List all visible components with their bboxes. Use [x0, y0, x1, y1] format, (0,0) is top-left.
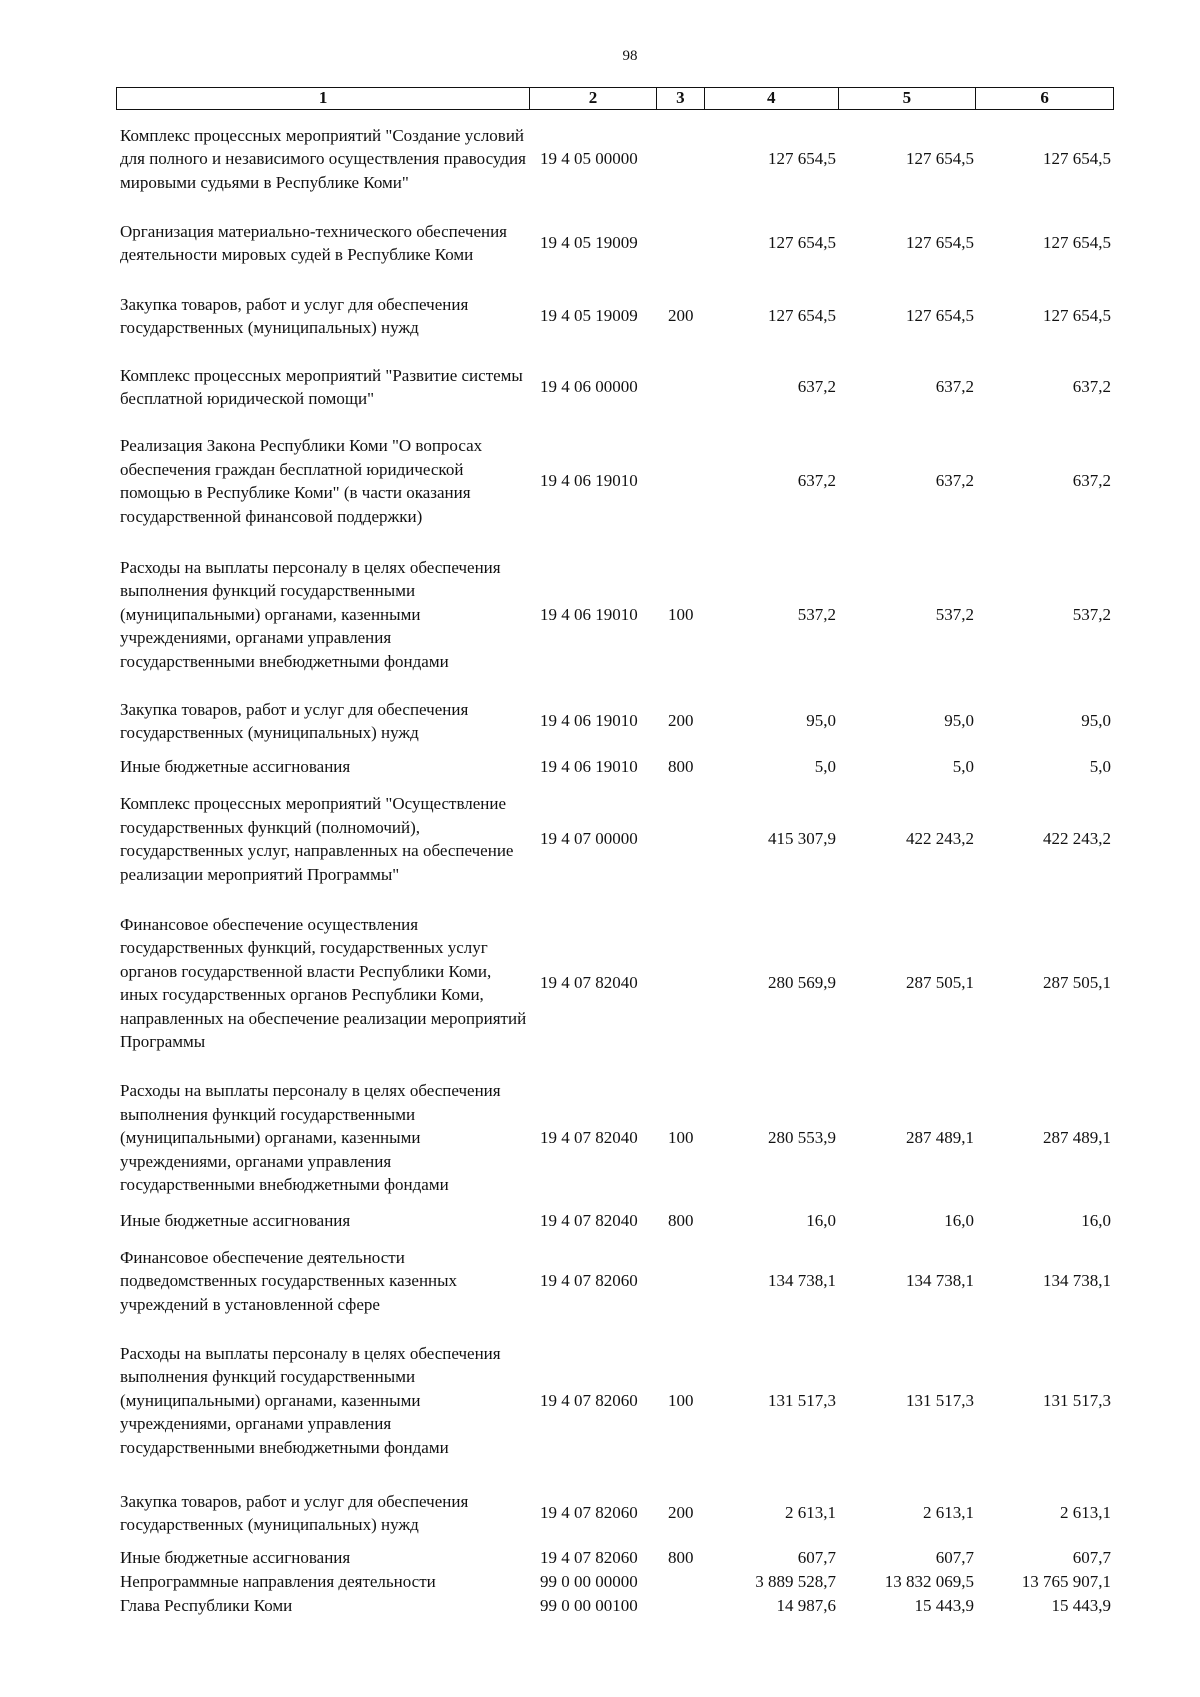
- table-row: [116, 361, 1114, 413]
- row-value-4: 607,7: [797, 1548, 836, 1568]
- row-value-4: 131 517,3: [768, 1390, 836, 1410]
- row-value-6: 127 654,5: [1043, 149, 1111, 169]
- row-value-5: 127 654,5: [906, 233, 974, 253]
- table-row: [116, 1078, 1114, 1198]
- row-code: 19 4 05 19009: [540, 233, 638, 253]
- row-value-5: 5,0: [952, 757, 974, 777]
- row-name: Непрограммные направления деятельности: [120, 1572, 436, 1592]
- row-code: 19 4 05 19009: [540, 306, 638, 326]
- row-code: 19 4 05 00000: [540, 149, 638, 169]
- table-row: [116, 780, 1114, 898]
- row-name: Закупка товаров, работ и услуг для обеспечения государственных (муниципальных) нужд: [120, 294, 469, 337]
- column-header-6: 6: [1040, 88, 1049, 107]
- row-value-6: 5,0: [1089, 757, 1111, 777]
- row-type: 800: [668, 1548, 694, 1568]
- row-value-5: 637,2: [935, 471, 974, 491]
- row-name: Иные бюджетные ассигнования: [120, 1548, 351, 1568]
- row-value-5: 127 654,5: [906, 306, 974, 326]
- row-type: 200: [668, 1503, 694, 1523]
- row-type: 100: [668, 604, 694, 624]
- row-value-4: 637,2: [797, 471, 836, 491]
- row-value-6: 287 489,1: [1043, 1128, 1111, 1148]
- row-value-6: 637,2: [1072, 377, 1111, 397]
- row-type: 800: [668, 757, 694, 777]
- row-name: Финансовое обеспечение осуществления государственных функций, государственных услуг органов государственной власти Республики Коми, иных государственных органов Республики Коми, направленных на обеспечение реализации мероприятий Программы: [120, 914, 527, 1051]
- row-code: 19 4 07 82060: [540, 1548, 638, 1568]
- row-value-6: 607,7: [1072, 1548, 1111, 1568]
- row-name: Расходы на выплаты персоналу в целях обеспечения выполнения функций государственными (муниципальными) органами, казенными учреждениями, органами управления государственными внебюджетными фондами: [120, 557, 501, 671]
- row-value-6: 131 517,3: [1043, 1390, 1111, 1410]
- row-name: Реализация Закона Республики Коми "О вопросах обеспечения граждан бесплатной юридической помощью в Республике Коми" (в части оказания государственной финансовой поддержки): [120, 436, 483, 526]
- row-name: Иные бюджетные ассигнования: [120, 1211, 351, 1231]
- row-value-6: 15 443,9: [1051, 1596, 1111, 1616]
- row-code: 19 4 06 19010: [540, 604, 638, 624]
- table-row: [116, 555, 1114, 674]
- row-value-4: 127 654,5: [768, 149, 836, 169]
- row-value-6: 2 613,1: [1060, 1503, 1111, 1523]
- row-value-4: 280 553,9: [768, 1128, 836, 1148]
- table-row: [116, 695, 1114, 747]
- row-value-5: 134 738,1: [906, 1271, 974, 1291]
- row-value-4: 14 987,6: [776, 1596, 836, 1616]
- table-row: [116, 111, 1114, 207]
- table-row: [116, 754, 1114, 780]
- row-value-5: 637,2: [935, 377, 974, 397]
- column-header-1: 1: [117, 88, 530, 109]
- row-type: 100: [668, 1390, 694, 1410]
- row-name: Финансовое обеспечение деятельности подведомственных государственных казенных учреждений в установленной сфере: [120, 1247, 458, 1314]
- row-value-5: 16,0: [944, 1211, 974, 1231]
- row-value-4: 537,2: [797, 604, 836, 624]
- row-value-5: 287 505,1: [906, 973, 974, 993]
- row-value-6: 127 654,5: [1043, 306, 1111, 326]
- row-code: 19 4 06 00000: [540, 377, 638, 397]
- row-name: Комплекс процессных мероприятий "Развитие системы бесплатной юридической помощи": [120, 365, 523, 408]
- row-code: 19 4 07 82060: [540, 1271, 638, 1291]
- row-name: Закупка товаров, работ и услуг для обеспечения государственных (муниципальных) нужд: [120, 699, 469, 742]
- row-name: Комплекс процессных мероприятий "Осуществление государственных функций (полномочий), государственных услуг, направленных на обеспечение реализации мероприятий Программы": [120, 794, 514, 884]
- row-type: 200: [668, 306, 694, 326]
- row-type: 100: [668, 1128, 694, 1148]
- row-name: Комплекс процессных мероприятий "Создание условий для полного и независимого осуществления правосудия мировыми судьями в Республике Коми": [120, 125, 526, 192]
- row-value-4: 127 654,5: [768, 306, 836, 326]
- table-row: [116, 1570, 1114, 1594]
- row-value-4: 2 613,1: [785, 1503, 836, 1523]
- row-code: 19 4 07 82040: [540, 1128, 638, 1148]
- row-code: 19 4 07 00000: [540, 829, 638, 849]
- row-value-4: 415 307,9: [768, 829, 836, 849]
- row-value-5: 13 832 069,5: [884, 1572, 974, 1592]
- page-number: 98: [622, 48, 638, 64]
- row-value-5: 15 443,9: [914, 1596, 974, 1616]
- row-value-4: 5,0: [814, 757, 836, 777]
- row-code: 19 4 07 82060: [540, 1503, 638, 1523]
- row-value-5: 537,2: [935, 604, 974, 624]
- row-value-6: 127 654,5: [1043, 233, 1111, 253]
- table-row: [116, 1487, 1114, 1539]
- column-header-2: 2: [530, 88, 657, 109]
- row-name: Организация материально-технического обеспечения деятельности мировых судей в Республике Коми: [120, 221, 507, 264]
- row-value-6: 287 505,1: [1043, 973, 1111, 993]
- row-type: 200: [668, 711, 694, 731]
- table-row: [116, 912, 1114, 1054]
- table-row: [116, 1594, 1114, 1618]
- row-name: Расходы на выплаты персоналу в целях обеспечения выполнения функций государственными (муниципальными) органами, казенными учреждениями, органами управления государственными внебюджетными фондами: [120, 1081, 501, 1195]
- table-row: [116, 290, 1114, 342]
- row-value-6: 95,0: [1081, 711, 1111, 731]
- row-value-4: 134 738,1: [768, 1271, 836, 1291]
- row-code: 19 4 06 19010: [540, 711, 638, 731]
- row-value-5: 95,0: [944, 711, 974, 731]
- column-header-5: 5: [839, 88, 977, 109]
- table-row: [116, 433, 1114, 529]
- row-value-6: 13 765 907,1: [1021, 1572, 1111, 1592]
- row-code: 19 4 06 19010: [540, 471, 638, 491]
- table-row: [116, 1341, 1114, 1460]
- row-value-4: 280 569,9: [768, 973, 836, 993]
- row-name: Расходы на выплаты персоналу в целях обеспечения выполнения функций государственными (муниципальными) органами, казенными учреждениями, органами управления государственными внебюджетными фондами: [120, 1343, 501, 1457]
- row-value-4: 127 654,5: [768, 233, 836, 253]
- table-header: [116, 87, 1114, 110]
- column-header-3: 3: [657, 88, 705, 109]
- row-code: 19 4 06 19010: [540, 757, 638, 777]
- row-value-4: 16,0: [806, 1211, 836, 1231]
- table-row: [116, 1546, 1114, 1570]
- row-value-4: 3 889 528,7: [755, 1572, 836, 1592]
- column-header-4: 4: [705, 88, 839, 109]
- row-value-5: 607,7: [935, 1548, 974, 1568]
- row-code: 19 4 07 82040: [540, 973, 638, 993]
- row-code: 19 4 07 82040: [540, 1211, 638, 1231]
- table-row: [116, 1244, 1114, 1318]
- row-name: Закупка товаров, работ и услуг для обеспечения государственных (муниципальных) нужд: [120, 1491, 469, 1534]
- row-value-4: 637,2: [797, 377, 836, 397]
- row-code: 19 4 07 82060: [540, 1390, 638, 1410]
- row-value-6: 637,2: [1072, 471, 1111, 491]
- row-type: 800: [668, 1211, 694, 1231]
- row-value-5: 422 243,2: [906, 829, 974, 849]
- row-value-4: 95,0: [806, 711, 836, 731]
- row-name: Глава Республики Коми: [120, 1596, 293, 1616]
- row-code: 99 0 00 00100: [540, 1596, 638, 1616]
- row-value-6: 16,0: [1081, 1211, 1111, 1231]
- row-value-6: 134 738,1: [1043, 1271, 1111, 1291]
- row-value-5: 2 613,1: [923, 1503, 974, 1523]
- table-row: [116, 1208, 1114, 1234]
- row-value-5: 131 517,3: [906, 1390, 974, 1410]
- row-value-6: 537,2: [1072, 604, 1111, 624]
- row-name: Иные бюджетные ассигнования: [120, 757, 351, 777]
- row-value-5: 127 654,5: [906, 149, 974, 169]
- row-code: 99 0 00 00000: [540, 1572, 638, 1592]
- table-row: [116, 207, 1114, 279]
- row-value-5: 287 489,1: [906, 1128, 974, 1148]
- row-value-6: 422 243,2: [1043, 829, 1111, 849]
